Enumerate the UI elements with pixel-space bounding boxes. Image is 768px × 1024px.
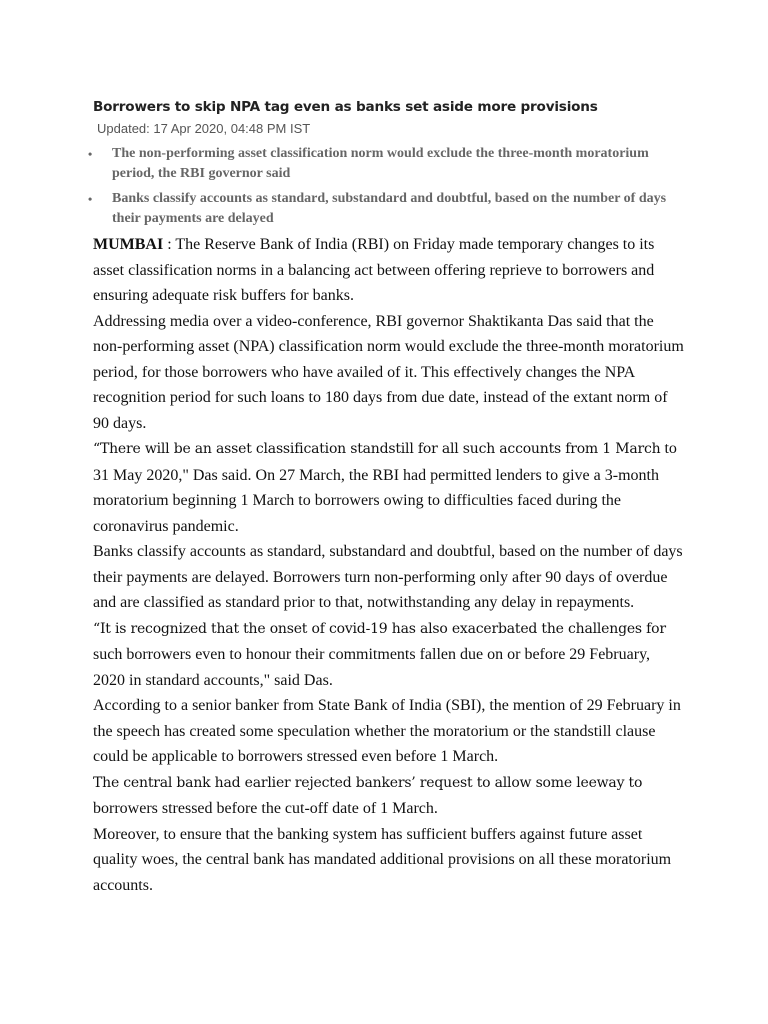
summary-item-text: The non-performing asset classification norm would exclude the three-month moratorium period, the RBI governor said [112, 146, 649, 181]
body-paragraph [93, 232, 685, 309]
bullet-icon: • [88, 147, 93, 161]
paragraph-text: such borrowers even to honour their commitments fallen due on or before 29 February, 2020 in standard accounts," said Das. [93, 646, 651, 689]
updated-timestamp: Updated: 17 Apr 2020, 04:48 PM IST [97, 121, 311, 136]
article-headline: Borrowers to skip NPA tag even as banks set aside more provisions [93, 99, 598, 115]
bullet-icon: • [88, 192, 93, 206]
paragraph-text: borrowers stressed before the cut-off date of 1 March. [93, 800, 438, 817]
body-paragraph [93, 770, 685, 822]
body-paragraph: According to a senior banker from State Bank of India (SBI), the mention of 29 February in the speech has created some speculation whether the moratorium or the standstill clause could be applicable to borrowers stressed even before 1 March. [93, 697, 681, 765]
body-paragraph: Banks classify accounts as standard, substandard and doubtful, based on the number of days their payments are delayed. Borrowers turn non-performing only after 90 days of overdue and are classified as standard prior to that, notwithstanding any delay in repayments. [93, 543, 683, 611]
quote-text: “It is recognized that the onset of covid-19 has also exacerbated the challenges for [93, 620, 666, 637]
body-paragraph [93, 616, 685, 694]
dateline-separator: : [163, 236, 176, 253]
body-paragraph: Moreover, to ensure that the banking system has sufficient buffers against future asset quality woes, the central bank has mandated additional provisions on all these moratorium accounts. [93, 825, 672, 894]
paragraph-text: The Reserve Bank of India (RBI) on Friday made temporary changes to its asset classification norms in a balancing act between offering reprieve to borrowers and ensuring adequate risk buffers for banks. [93, 236, 655, 304]
summary-item [88, 189, 672, 229]
paragraph-text: to 31 May 2020," Das said. On 27 March, the RBI had permitted lenders to give a 3-month moratorium beginning 1 March to borrowers owing to difficulties faced during the coronavirus pandemic. [93, 440, 677, 535]
summary-item-text: Banks classify accounts as standard, substandard and doubtful, based on the number of days their payments are delayed [112, 191, 667, 226]
body-paragraph [93, 436, 685, 539]
quote-text: “There will be an asset classification standstill for all such accounts from 1 March [93, 441, 661, 457]
body-paragraph: Addressing media over a video-conference, RBI governor Shaktikanta Das said that the non-performing asset (NPA) classification norm would exclude the three-month moratorium period, for those borrowers who have availed of it. This effectively changes the NPA recognition period for such loans to 180 days from due date, instead of the extant norm of 90 days. [93, 312, 684, 432]
paragraph-text: The central bank had earlier rejected bankers’ request to allow some leeway to [93, 774, 643, 791]
summary-item [88, 144, 672, 184]
article-summary [88, 144, 672, 229]
article-body [93, 232, 685, 898]
dateline: MUMBAI [93, 236, 164, 253]
